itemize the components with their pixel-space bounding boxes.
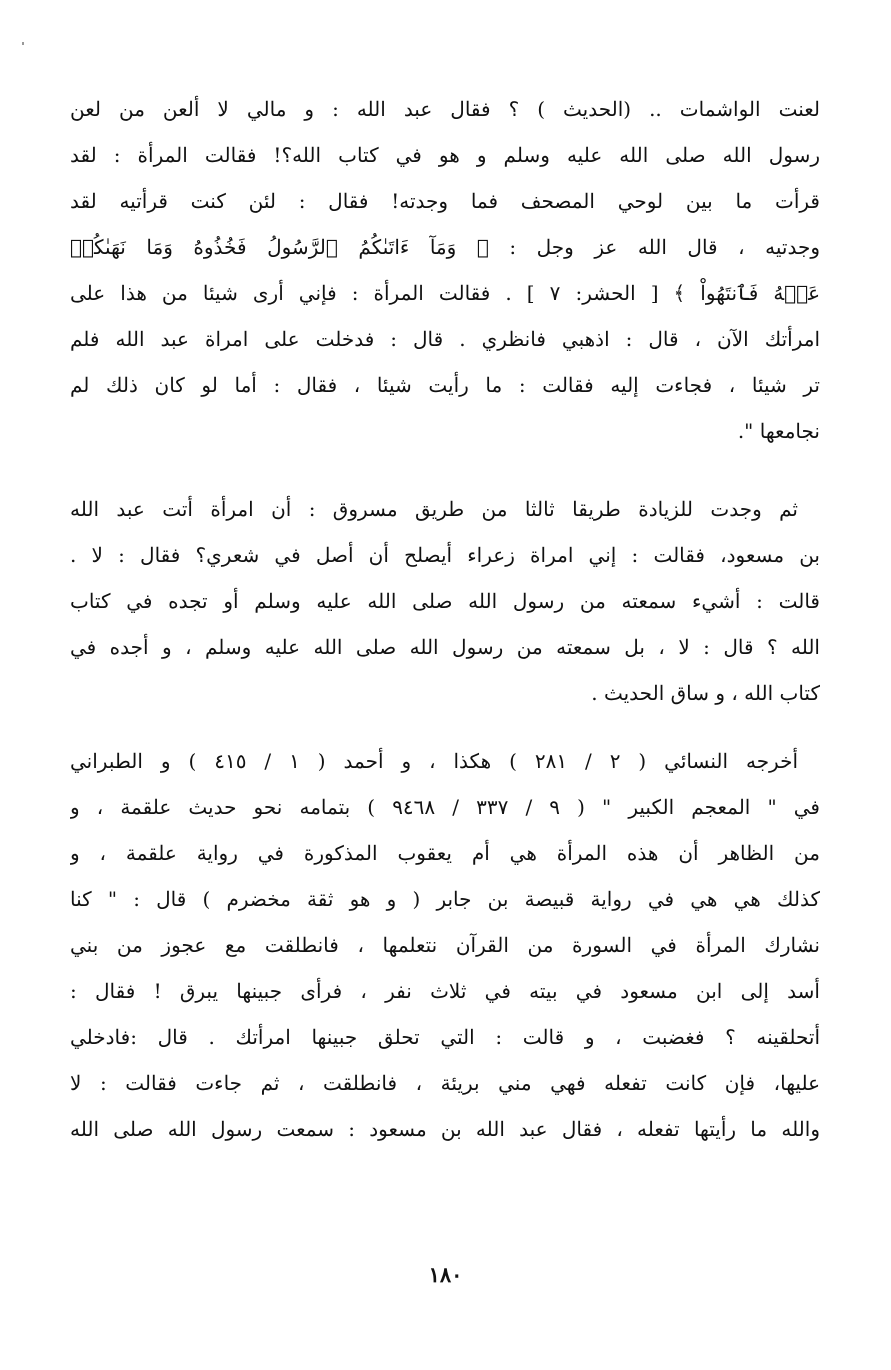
- text-line: قرأت ما بين لوحي المصحف فما وجدته! فقال : لئن كنت قرأتيه لقد: [70, 189, 820, 213]
- text-line: لعنت الواشمات .. (الحديث ) ؟ فقال عبد الله : و مالي لا ألعن من لعن: [70, 97, 820, 121]
- page-number: ١٨٠: [428, 1262, 463, 1287]
- text-line: عَنۡهُ فَٱنتَهُواْ ﴾ [ الحشر: ٧ ] . فقالت المرأة : فإني أرى شيئا من هذا على: [70, 281, 820, 305]
- paragraph-2: [70, 486, 820, 716]
- text-line: أخرجه النسائي ( ٢ / ٢٨١ ) هكذا ، و أحمد ( ١ / ٤١٥ ) و الطبراني: [70, 749, 799, 773]
- text-line: نجامعها ".: [737, 419, 820, 443]
- paragraph-3: [70, 738, 820, 1152]
- text-line: امرأتك الآن ، قال : اذهبي فانظري . قال : فدخلت على امراة عبد الله فلم: [70, 327, 820, 351]
- text-line: كتاب الله ، و ساق الحديث .: [591, 681, 820, 705]
- text-line: ثم وجدت للزيادة طريقا ثالثا من طريق مسروق : أن امرأة أتت عبد الله: [70, 497, 798, 521]
- paragraph-gap: [70, 454, 820, 486]
- text-line: قالت : أشيء سمعته من رسول الله صلى الله عليه وسلم أو تجده في كتاب: [70, 589, 820, 613]
- text-line: كذلك هي هي في رواية قبيصة بن جابر ( و هو ثقة مخضرم ) قال : " كنا: [70, 887, 820, 911]
- paragraph-gap: [70, 716, 820, 738]
- text-line: وجدتيه ، قال الله عز وجل : ﴿ وَمَآ ءَاتَىٰكُمُ ٱلرَّسُولُ فَخُذُوهُ وَمَا نَهَىٰكُمۡ: [70, 235, 820, 259]
- text-line: الله ؟ قال : لا ، بل سمعته من رسول الله صلى الله عليه وسلم ، و أجده في: [70, 635, 820, 659]
- text-line: تر شيئا ، فجاءت إليه فقالت : ما رأيت شيئا ، فقال : أما لو كان ذلك لم: [70, 373, 820, 397]
- text-line: والله ما رأيتها تفعله ، فقال عبد الله بن مسعود : سمعت رسول الله صلى الله: [70, 1117, 820, 1141]
- text-line: في " المعجم الكبير " ( ٩ / ٣٣٧ / ٩٤٦٨ ) بتمامه نحو حديث علقمة ، و: [70, 795, 820, 819]
- text-line: نشارك المرأة في السورة من القرآن نتعلمها ، فانطلقت مع عجوز من بني: [70, 933, 820, 957]
- paragraph-1: [70, 86, 820, 454]
- body-text: [70, 86, 820, 1152]
- text-line: من الظاهر أن هذه المرأة هي أم يعقوب المذكورة في رواية علقمة ، و: [70, 841, 820, 865]
- text-line: بن مسعود، فقالت : إني امراة زعراء أيصلح أن أصل في شعري؟ فقال : لا .: [70, 543, 820, 567]
- text-line: أتحلقينه ؟ فغضبت ، و قالت : التي تحلق جبينها امرأتك . قال :فادخلي: [70, 1025, 820, 1049]
- scan-speck: [22, 42, 24, 45]
- text-line: أسد إلى ابن مسعود في بيته في ثلاث نفر ، فرأى جبينها يبرق ! فقال :: [70, 979, 820, 1003]
- text-line: عليها، فإن كانت تفعله فهي مني بريئة ، فانطلقت ، ثم جاءت فقالت : لا: [70, 1071, 820, 1095]
- text-line: رسول الله صلى الله عليه وسلم و هو في كتاب الله؟! فقالت المرأة : لقد: [70, 143, 820, 167]
